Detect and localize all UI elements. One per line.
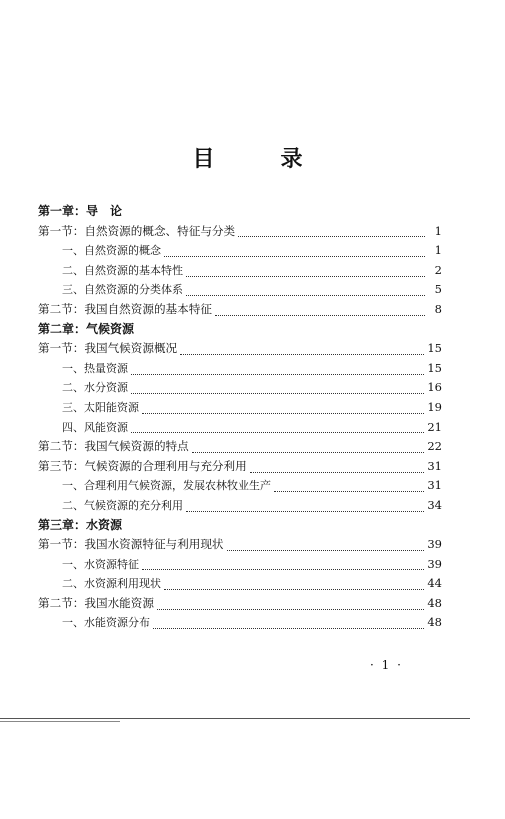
leader-dots [164,578,424,590]
toc-item [38,476,442,496]
toc-item [38,280,442,300]
toc-page-number: 21 [427,419,442,434]
toc-entry [38,535,442,555]
leader-dots [131,421,424,433]
toc-item [38,496,442,516]
leader-dots [153,617,424,629]
toc-label: 第二节：我国自然资源的基本特征 [38,301,212,316]
toc-page-number: 1 [434,223,442,238]
toc-label: 一、水能资源分布 [62,616,150,630]
leader-dots [186,284,425,296]
toc-entry [38,320,442,340]
toc-entry [62,280,442,300]
toc-item [38,241,442,261]
leader-dots [131,382,424,394]
toc-item [38,555,442,575]
page-title: 目 录 [192,146,325,172]
toc-page-number: 8 [434,301,442,316]
toc-label: 第一节：我国水资源特征与利用现状 [38,537,224,552]
toc-page-number: 34 [427,497,442,512]
toc-entry [38,437,442,457]
toc-entry [62,378,442,398]
toc-page-number: 39 [427,537,442,552]
toc-entry [62,496,442,516]
toc-entry [62,555,442,575]
toc-entry [38,516,442,536]
toc-section [38,222,442,242]
toc-label: 第三章：水资源 [38,517,123,532]
toc-entry [62,359,442,379]
toc-entry [62,574,442,594]
leader-dots [180,343,424,355]
leader-dots [131,363,424,375]
leader-dots [186,500,424,512]
toc-item [38,613,442,633]
toc-chapter [38,320,442,340]
leader-dots [142,558,424,570]
toc-item [38,261,442,281]
toc-page-number: 5 [434,282,442,297]
toc-page-number: 15 [427,360,442,375]
toc-label: 第二章：气候资源 [38,321,135,336]
toc-label: 二、水分资源 [62,381,128,395]
toc-label: 二、水资源利用现状 [62,577,161,591]
leader-dots [157,598,424,610]
leader-dots [142,402,424,414]
leader-dots [164,245,425,257]
toc-label: 第一节：自然资源的概念、特征与分类 [38,223,236,238]
toc-item [38,574,442,594]
toc-chapter [38,516,442,536]
toc-section [38,339,442,359]
toc-page-number: 39 [427,556,442,571]
toc-entry [38,457,442,477]
toc-section [38,594,442,614]
toc-page-number: 44 [427,576,442,591]
leader-dots [238,225,425,237]
toc-page-number: 15 [427,341,442,356]
toc-label: 第一章：导 论 [38,204,123,218]
leader-dots [250,461,425,473]
toc-entry [62,241,442,261]
toc-page-number: 31 [427,458,442,473]
leader-dots [192,441,425,453]
bottom-rule [0,718,470,719]
toc-page-number: 31 [427,478,442,493]
toc-chapter [38,202,442,222]
toc-entry [38,202,442,222]
toc-entry [38,594,442,614]
toc-page-number: 19 [427,399,442,414]
toc-item [38,398,442,418]
toc-entry [62,613,442,633]
toc-label: 一、合理利用气候资源，发展农林牧业生产 [62,479,271,493]
toc-label: 第一节：我国气候资源概况 [38,341,178,356]
toc-label: 一、水资源特征 [62,557,139,571]
toc-label: 四、风能资源 [62,420,128,434]
toc-item [38,359,442,379]
page-number: · 1 · [370,658,403,672]
leader-dots [227,539,425,551]
toc-item [38,378,442,398]
toc-entry [62,476,442,496]
toc-page-number: 22 [427,439,442,454]
toc-page-number: 2 [434,262,442,277]
toc-label: 一、热量资源 [62,361,128,375]
toc-entry [62,418,442,438]
toc-page-number: 48 [427,615,442,630]
toc-label: 一、自然资源的概念 [62,244,161,258]
toc-label: 第三节：气候资源的合理利用与充分利用 [38,458,247,473]
toc-label: 三、太阳能资源 [62,400,139,414]
toc-page-number: 48 [427,595,442,610]
toc-page-number: 16 [427,380,442,395]
toc-section [38,535,442,555]
leader-dots [215,304,425,316]
leader-dots [186,265,425,277]
toc-label: 第二节：我国水能资源 [38,595,154,610]
toc-label: 二、气候资源的充分利用 [62,498,183,512]
table-of-contents [38,202,442,633]
toc-label: 三、自然资源的分类体系 [62,283,183,297]
bottom-rule-short [0,721,120,722]
toc-item [38,418,442,438]
toc-label: 第二节：我国气候资源的特点 [38,439,189,454]
toc-section [38,300,442,320]
toc-entry [38,339,442,359]
toc-label: 二、自然资源的基本特性 [62,263,183,277]
toc-entry [62,261,442,281]
toc-section [38,457,442,477]
toc-entry [62,398,442,418]
toc-section [38,437,442,457]
toc-page-number: 1 [434,243,442,258]
leader-dots [274,480,424,492]
toc-entry [38,300,442,320]
toc-entry [38,222,442,242]
